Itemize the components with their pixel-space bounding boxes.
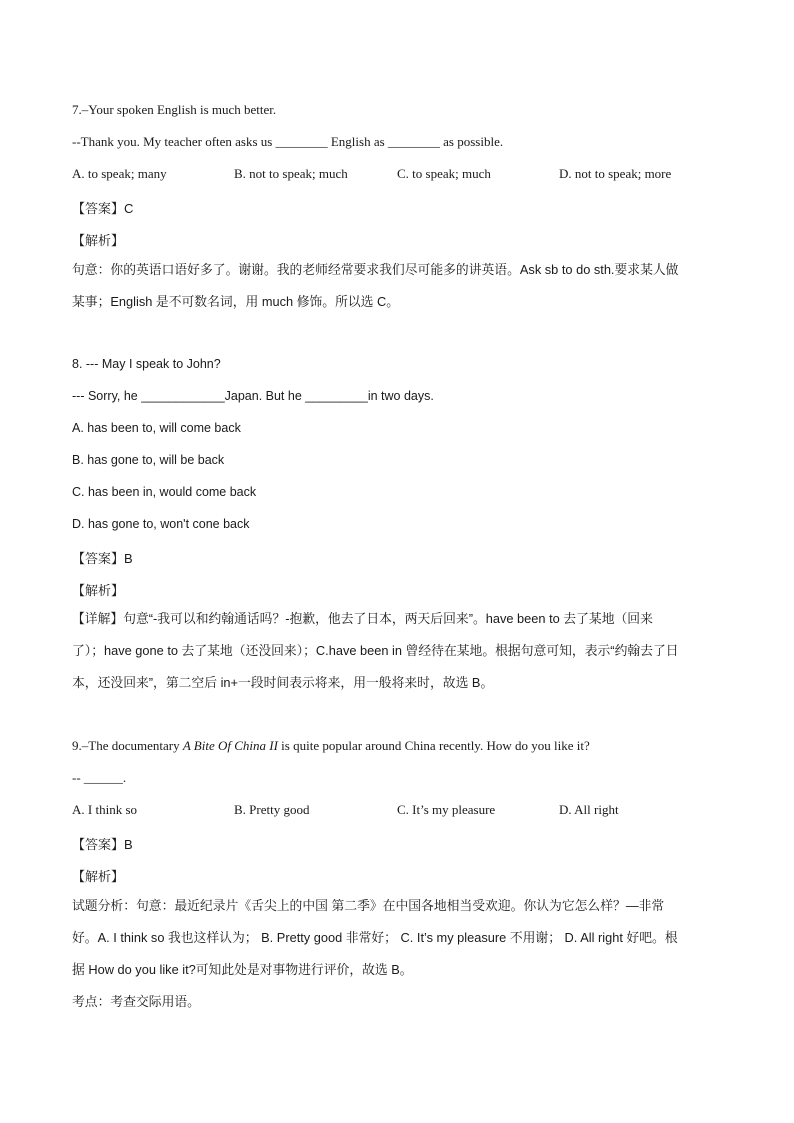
q8-option-a[interactable]: A. has been to, will come back	[72, 421, 241, 435]
q8-analysis-line: 了）；have gone to 去了某地（还没回来）；C.have been in 曾经待在某地。根据句意可知，表示“约翰去了日	[72, 643, 679, 658]
q7-analysis-label: 【解析】	[72, 233, 125, 248]
q8-option-d[interactable]: D. has gone to, won't cone back	[72, 517, 250, 531]
q9-option-a[interactable]: A. I think so	[72, 802, 137, 817]
q9-stem-suffix: is quite popular around China recently. How do you like it?	[277, 738, 590, 753]
q8-answer: 【答案】B	[72, 551, 133, 566]
q7-analysis-line: 句意：你的英语口语好多了。谢谢。我的老师经常要求我们尽可能多的讲英语。Ask sb to do sth.要求某人做	[72, 262, 679, 277]
q7-option-a[interactable]: A. to speak; many	[72, 166, 167, 181]
q7-option-c[interactable]: C. to speak; much	[397, 166, 491, 181]
q9-answer: 【答案】B	[72, 837, 133, 852]
q9-analysis-label: 【解析】	[72, 869, 125, 884]
q7-reply: --Thank you. My teacher often asks us ________ English as ________ as possible.	[72, 134, 504, 149]
q7-option-d[interactable]: D. not to speak; more	[559, 166, 672, 181]
q8-reply: --- Sorry, he ____________Japan. But he _________in two days.	[72, 389, 434, 403]
q7-answer: 【答案】C	[72, 201, 134, 216]
q7-stem: 7.–Your spoken English is much better.	[72, 102, 277, 117]
q8-analysis-line: 本，还没回来”，第二空后 in+一段时间表示将来，用一般将来时，故选 B。	[72, 675, 494, 690]
q9-analysis-line: 据 How do you like it?可知此处是对事物进行评价，故选 B。	[72, 962, 413, 977]
q9-option-c[interactable]: C. It’s my pleasure	[397, 802, 496, 817]
q9-analysis-line: 考点：考查交际用语。	[72, 994, 200, 1009]
q9-stem	[72, 738, 590, 754]
q8-option-b[interactable]: B. has gone to, will be back	[72, 453, 225, 467]
q8-analysis-label: 【解析】	[72, 583, 125, 598]
q8-analysis	[72, 603, 724, 699]
q8-option-c[interactable]: C. has been in, would come back	[72, 485, 257, 499]
q9-option-b[interactable]: B. Pretty good	[234, 802, 310, 817]
q9-analysis-line: 试题分析：句意：最近纪录片《舌尖上的中国 第二季》在中国各地相当受欢迎。你认为它怎么样？—非常	[72, 898, 665, 913]
q7-option-b[interactable]: B. not to speak; much	[234, 166, 348, 181]
q9-analysis-line: 好。A. I think so 我也这样认为； B. Pretty good 非常好； C. It’s my pleasure 不用谢； D. All right 好吧。根	[72, 930, 678, 945]
q9-analysis	[72, 890, 724, 1018]
q7-analysis-line: 某事；English 是不可数名词，用 much 修饰。所以选 C。	[72, 294, 400, 309]
q9-reply: -- ______.	[72, 770, 127, 785]
q8-stem: 8. --- May I speak to John?	[72, 357, 221, 371]
q9-stem-title: A Bite Of China II	[182, 738, 278, 753]
q7-analysis	[72, 254, 724, 318]
q8-analysis-line: 【详解】句意“-我可以和约翰通话吗？-抱歉，他去了日本，两天后回来”。have been to 去了某地（回来	[72, 611, 653, 626]
q9-option-d[interactable]: D. All right	[559, 802, 619, 817]
q9-stem-prefix: 9.–The documentary	[72, 738, 183, 753]
